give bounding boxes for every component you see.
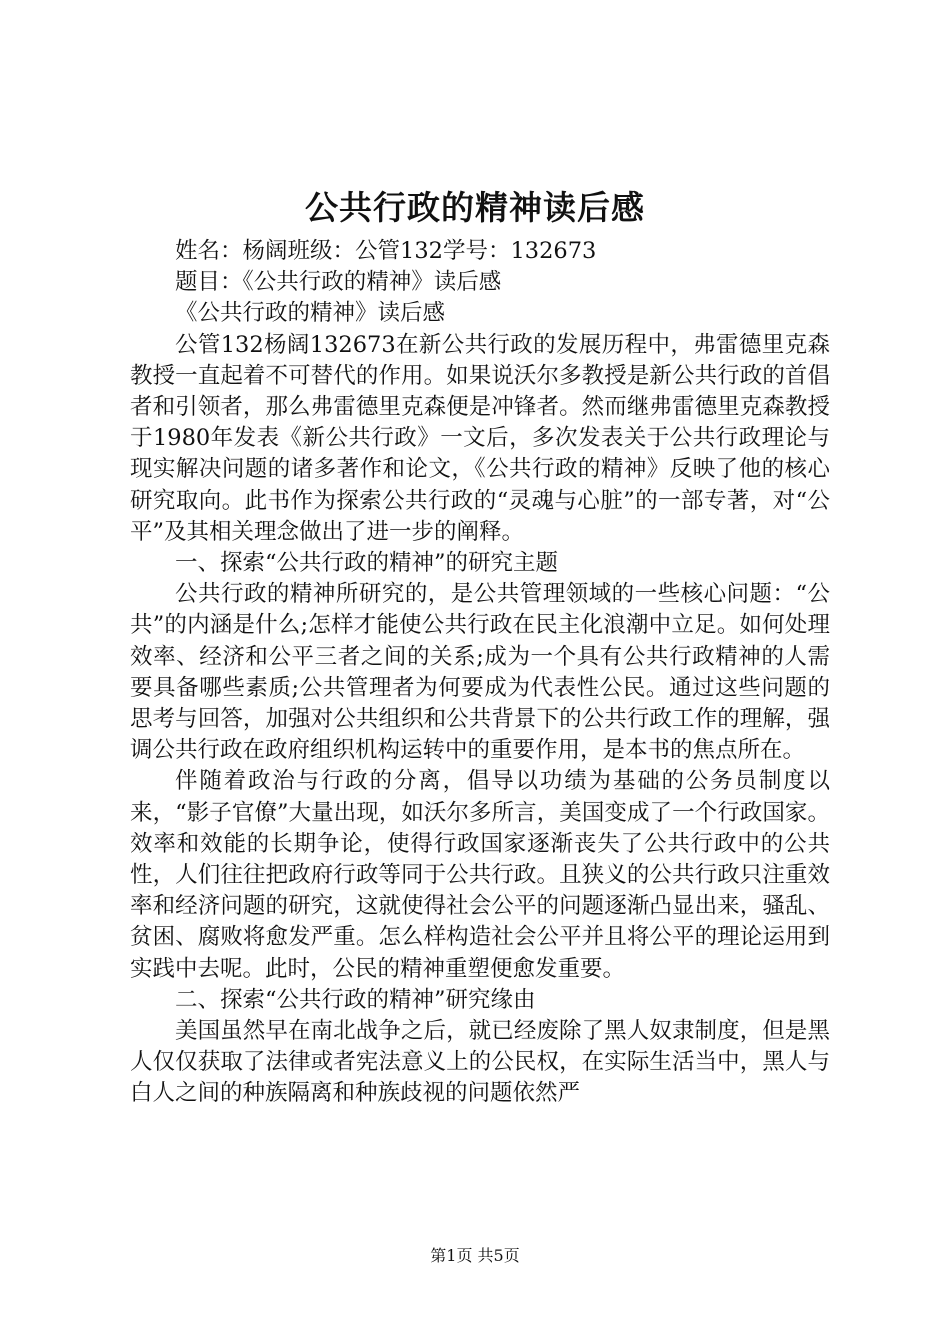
author-info-line: 姓名：杨阔班级：公管132学号：132673 [175,238,597,264]
section-heading-2: 二、探索“公共行政的精神”研究缘由 [175,986,536,1013]
document-body [130,236,830,1110]
section-1-paragraph-2: 伴随着政治与行政的分离，倡导以功绩为基础的公务员制度以来，“影子官僚”大量出现，如沃尔多所言，美国变成了一个行政国家。效率和效能的长期争论，使得行政国家逐渐丧失了公共行政中的公共性，人们往往把政府行政等同于公共行政。且狭义的公共行政只注重效率和经济问题的研究，这就使得社会公平的问题逐渐凸显出来，骚乱、贫困、腐败将愈发严重。怎么样构造社会公平并且将公平的理论运用到实践中去呢。此时，公民的精神重塑便愈发重要。 [130,768,830,982]
intro-paragraph: 公管132杨阔132673在新公共行政的发展历程中，弗雷德里克森教授一直起着不可替代的作用。如果说沃尔多教授是新公共行政的首倡者和引领者，那么弗雷德里克森便是冲锋者。然而继弗雷德里克森教授于1980年发表《新公共行政》一文后，多次发表关于公共行政理论与现实解决问题的诸多著作和论文，《公共行政的精神》反映了他的核心研究取向。此书作为探索公共行政的“灵魂与心脏”的一部专著，对“公平”及其相关理念做出了进一步的阐释。 [130,331,830,545]
document-title: 公共行政的精神读后感 [305,188,645,227]
essay-heading: 《公共行政的精神》读后感 [175,300,446,327]
topic-line: 题目：《公共行政的精神》读后感 [175,269,502,296]
section-2-paragraph-1: 美国虽然早在南北战争之后，就已经废除了黑人奴隶制度，但是黑人仅仅获取了法律或者宪法意义上的公民权，在实际生活当中，黑人与白人之间的种族隔离和种族歧视的问题依然严 [130,1018,830,1107]
page-number-footer: 第1页 共5页 [430,1246,520,1265]
section-heading-1: 一、探索“公共行政的精神”的研究主题 [175,550,559,577]
section-1-paragraph-1: 公共行政的精神所研究的，是公共管理领域的一些核心问题：“公共”的内涵是什么;怎样才能使公共行政在民主化浪潮中立足。如何处理效率、经济和公平三者之间的关系;成为一个具有公共行政精神的人需要具备哪些素质;公共管理者为何要成为代表性公民。通过这些问题的思考与回答，加强对公共组织和公共背景下的公共行政工作的理解，强调公共行政在政府组织机构运转中的重要作用，是本书的焦点所在。 [130,581,830,764]
